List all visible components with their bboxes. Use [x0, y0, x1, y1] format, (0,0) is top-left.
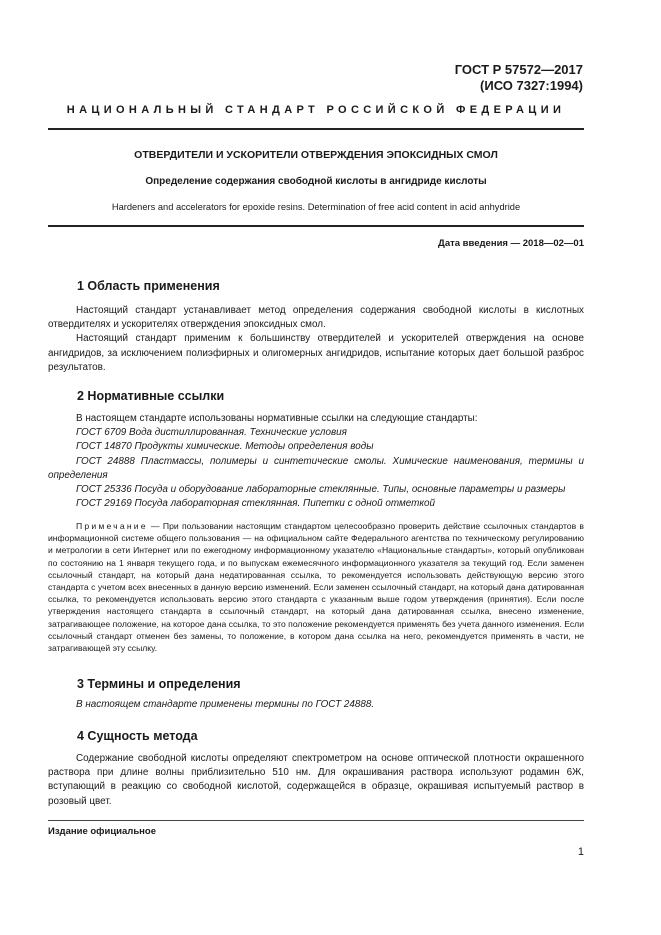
document-title: ОТВЕРДИТЕЛИ И УСКОРИТЕЛИ ОТВЕРЖДЕНИЯ ЭПОКСИДНЫХ СМОЛ — [134, 149, 498, 161]
section-4-text: Содержание свободной кислоты определяют спектрометром на основе оптической плотности окрашенного раствора при длине волны приблизительно 510 нм. Для окрашивания раствора используют родамин 6Ж, вступающий в реакцию со свободной кислотой, содержащейся в образце, окрашивая испытуемый раствор в розовый цвет. — [48, 753, 584, 807]
section-1-heading: 1 Область применения — [77, 279, 220, 293]
english-title: Hardeners and accelerators for epoxide resins. Determination of free acid content in acid anhydride — [111, 202, 521, 212]
reference-item: ГОСТ 25336 Посуда и оборудование лабораторные стеклянные. Типы, основные параметры и размеры — [76, 484, 566, 496]
gost-number-block — [420, 62, 583, 94]
document-subtitle: Определение содержания свободной кислоты в ангидриде кислоты — [145, 176, 487, 187]
section-3-heading: 3 Термины и определения — [77, 677, 241, 691]
gost-number: ГОСТ Р 57572—2017 — [454, 62, 583, 77]
section-4-heading: 4 Сущность метода — [77, 729, 198, 743]
section-1-body — [48, 304, 584, 375]
note-label: Примечание — [76, 521, 148, 531]
section-1-paragraph-2: Настоящий стандарт применим к большинству отвердителей и ускорителей отверждения на основе ангидридов, за исключением полиэфирных и олигомерных ангидридов, испытание которых дает большой разброс результатов. — [48, 333, 584, 373]
page-number: 1 — [577, 846, 584, 858]
top-divider — [48, 128, 584, 130]
section-2-body — [48, 412, 584, 511]
note-text: — При пользовании настоящим стандартом целесообразно проверить действие ссылочных стандартов в информационной системе общего пользования — на официальном сайте Федерального агентства по техническому регулированию и метрологии в сети Интернет или по ежегодному информационному указателю «Национальные стандарты», который опубликован по состоянию на 1 января текущего года, и по выпускам ежемесячного информационного указателя за текущий год. Если заменен ссылочный стандарт, на который дана недатированная ссылка, то рекомендуется использовать действующую версию этого стандарта с учетом всех внесенных в данную версию изменений. Если заменен ссылочный стандарт, на который дана датированная ссылка, то рекомендуется использовать версию этого стандарта с указанным выше годом утверждения (принятия). Если после утверждения настоящего стандарта в ссылочный стандарт, на который дана датированная ссылка, внесено изменение, затрагивающее положение, на которое дана ссылка, то это положение рекомендуется применять без учета данного изменения. Если ссылочный стандарт отменен без замены, то положение, в котором дана ссылка на него, рекомендуется применять в части, не затрагивающей эту ссылку. — [48, 521, 584, 654]
reference-item: ГОСТ 6709 Вода дистиллированная. Технические условия — [76, 427, 347, 439]
references-intro: В настоящем стандарте использованы нормативные ссылки на следующие стандарты: — [76, 413, 478, 424]
official-edition-label: Издание официальное — [48, 826, 156, 837]
reference-item: ГОСТ 14870 Продукты химические. Методы определения воды — [76, 441, 374, 453]
section-3-body — [48, 698, 584, 712]
footer-divider — [48, 820, 584, 821]
section-2-heading: 2 Нормативные ссылки — [77, 389, 225, 403]
section-4-body — [48, 752, 584, 809]
intro-date: Дата введения — 2018—02—01 — [438, 238, 584, 249]
reference-item: ГОСТ 24888 Пластмассы, полимеры и синтетические смолы. Химические наименования, термины и определения — [48, 455, 584, 481]
title-divider — [48, 225, 584, 227]
normative-note — [48, 520, 584, 654]
national-standard-heading: НАЦИОНАЛЬНЫЙ СТАНДАРТ РОССИЙСКОЙ ФЕДЕРАЦИИ — [66, 104, 566, 116]
section-1-paragraph-1: Настоящий стандарт устанавливает метод определения содержания свободной кислоты в кислотных отвердителях и ускорителях отверждения эпоксидных смол. — [48, 305, 584, 331]
iso-number: (ИСО 7327:1994) — [480, 78, 583, 93]
section-3-text: В настоящем стандарте применены термины по ГОСТ 24888. — [76, 699, 375, 710]
reference-item: ГОСТ 29169 Посуда лабораторная стеклянная. Пипетки с одной отметкой — [76, 498, 436, 510]
